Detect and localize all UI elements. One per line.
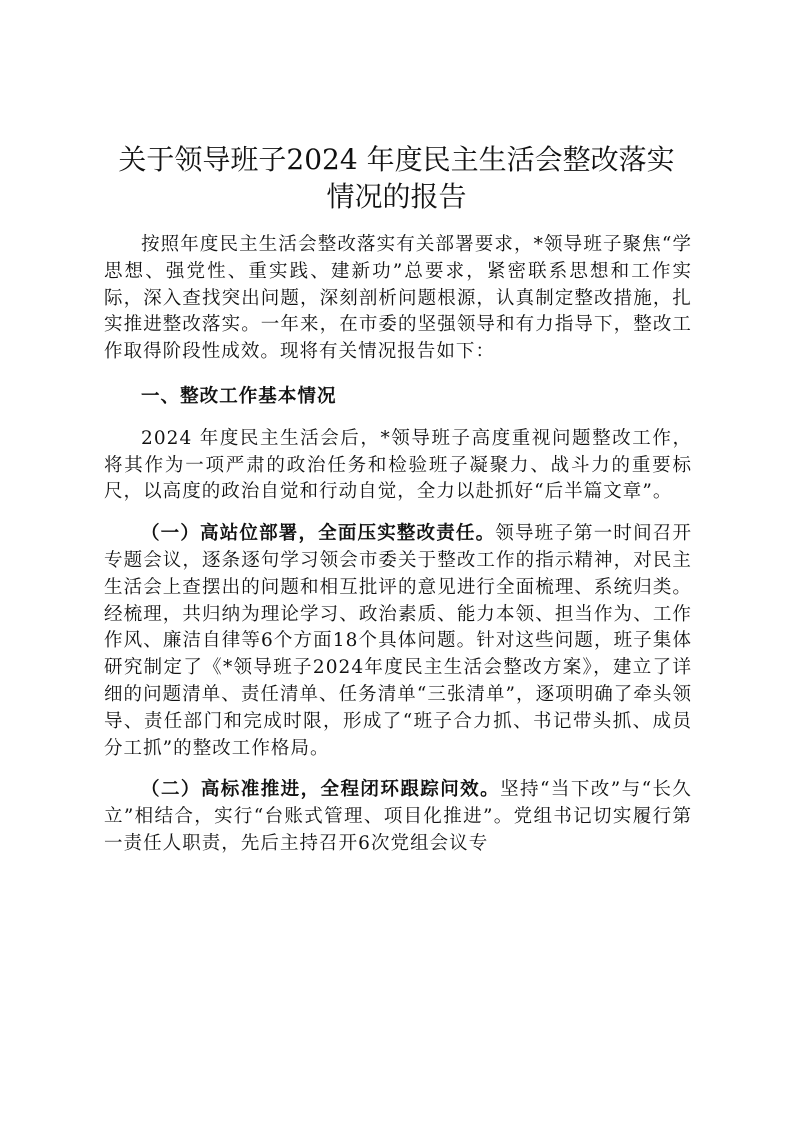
section-heading: 一、整改工作基本情况 [141, 385, 337, 407]
document-body [104, 232, 692, 858]
intro-paragraph: 按照年度民主生活会整改落实有关部署要求，*领导班子聚焦“学思想、强党性、重实践、建新功”总要求，紧密联系思想和工作实际，深入查找突出问题，深刻剖析问题根源，认真制定整改措施，扎实推进整改落实。一年来，在市委的坚强领导和有力指导下，整改工作取得阶段性成效。现将有关情况报告如下： [104, 234, 692, 363]
item-paragraph-1 [104, 521, 692, 762]
document-title [100, 141, 693, 215]
item-2-lead: （二）高标准推进，全程闭环跟踪问效。 [141, 779, 501, 801]
title-line-1: 关于领导班子2024 年度民主生活会整改落实 [118, 143, 675, 176]
item-paragraph-2 [104, 777, 692, 857]
section-paragraph: 2024 年度民主生活会后，*领导班子高度重视问题整改工作，将其作为一项严肃的政治任务和检验班子凝聚力、战斗力的重要标尺，以高度的政治自觉和行动自觉，全力以赴抓好“后半篇文章”。 [104, 427, 692, 503]
item-1-text: 领导班子第一时间召开专题会议，逐条逐句学习领会市委关于整改工作的指示精神，对民主生活会上查摆出的问题和相互批评的意见进行全面梳理、系统归类。经梳理，共归纳为理论学习、政治素质、能力本领、担当作为、工作作风、廉洁自律等6个方面18个具体问题。针对这些问题，班子集体研究制定了《*领导班子2024年度民主生活会整改方案》，建立了详细的问题清单、责任清单、任务清单“三张清单”，逐项明确了牵头领导、责任部门和完成时限，形成了“班子合力抓、书记带头抓、成员分工抓”的整改工作格局。 [104, 523, 692, 759]
title-line-2: 情况的报告 [326, 180, 467, 213]
item-2-text: 坚持“当下改”与“长久立”相结合，实行“台账式管理、项目化推进”。党组书记切实履行第一责任人职责，先后主持召开6次党组会议专 [104, 779, 692, 854]
item-1-lead: （一）高站位部署，全面压实整改责任。 [141, 523, 496, 545]
